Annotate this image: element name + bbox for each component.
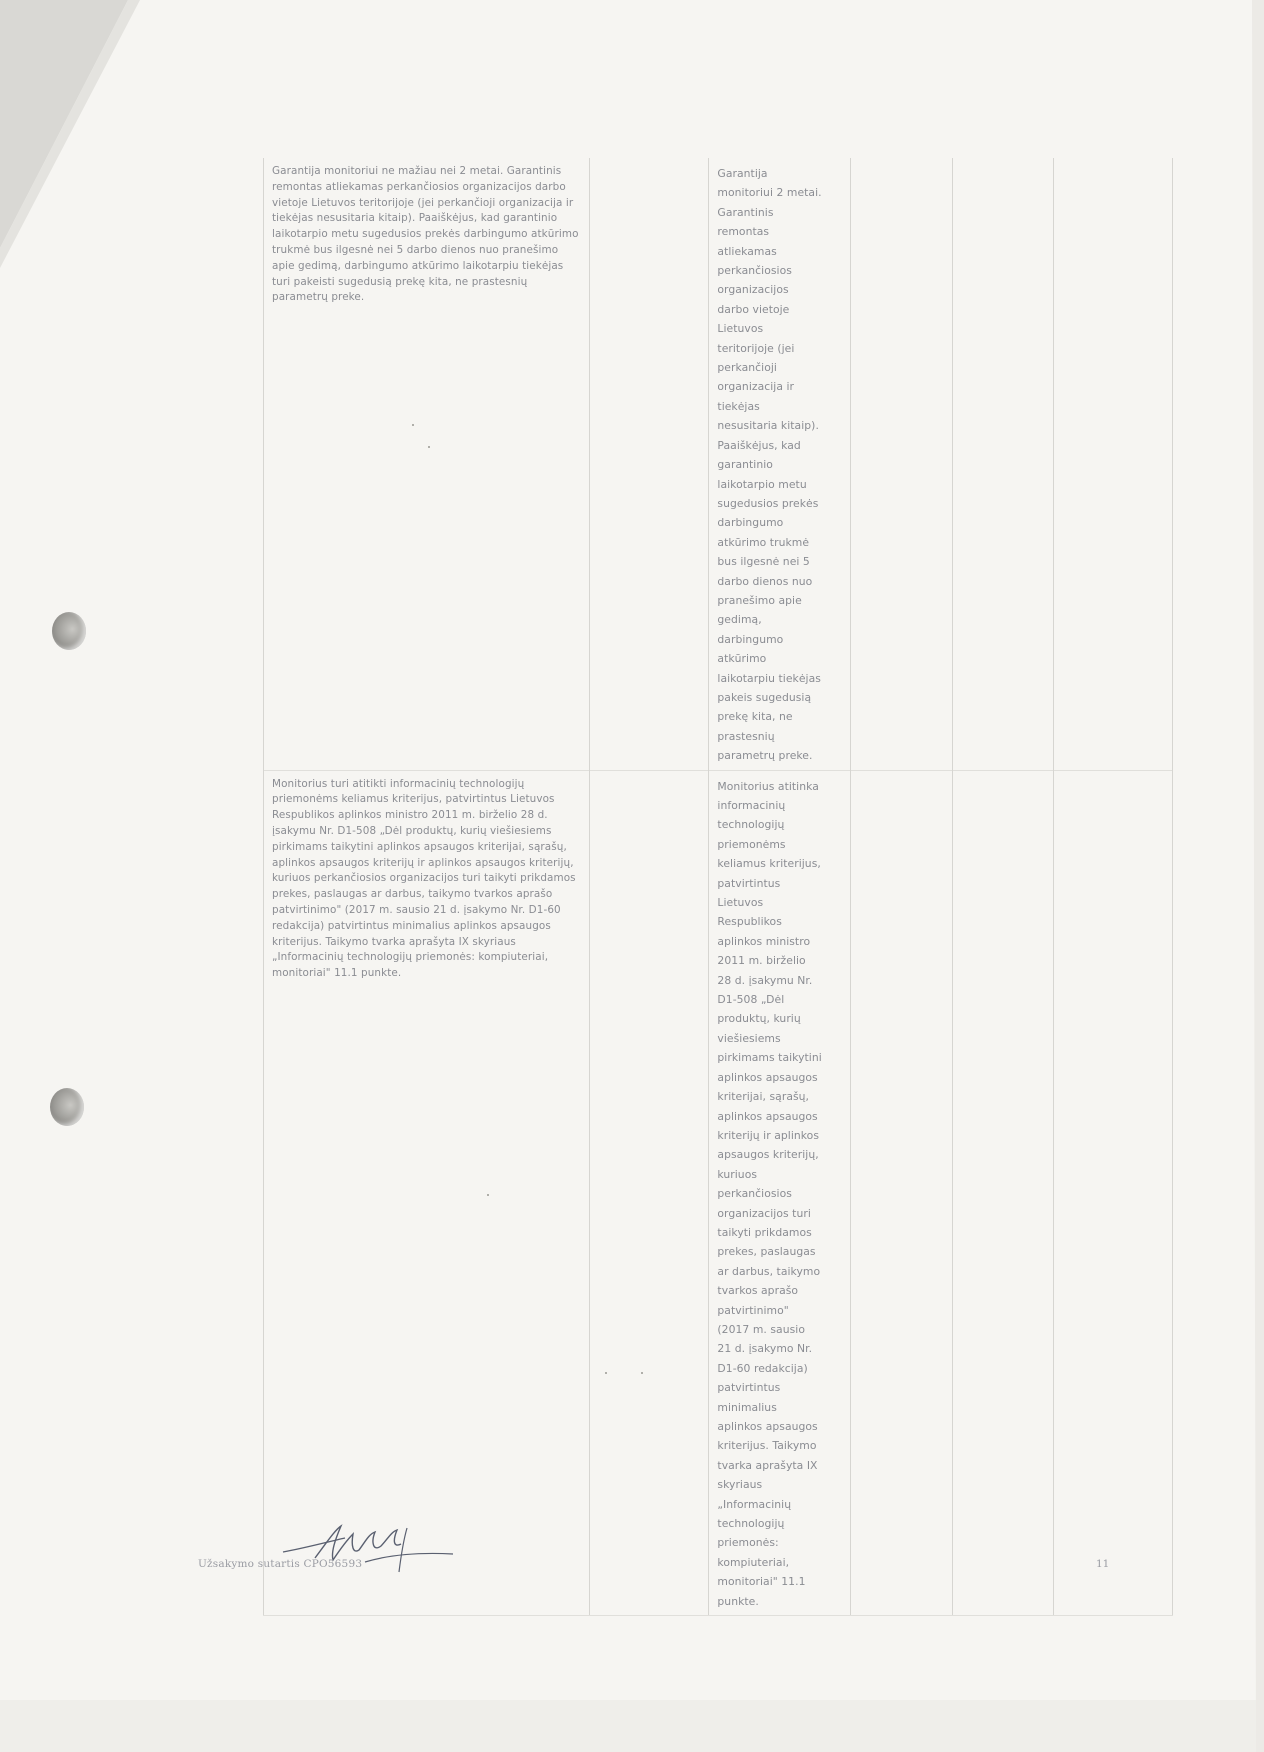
empty-cell <box>851 770 952 1615</box>
text-line: darbo dienos nuo <box>717 574 813 588</box>
text-line: tvarkos aprašo <box>717 1284 799 1298</box>
text-line: darbingumo <box>717 516 784 530</box>
text-line: patvirtinimo" <box>717 1303 789 1317</box>
table-row <box>264 158 1173 770</box>
text-line: kriterijai, sąrašų, <box>717 1090 810 1104</box>
text-line: bus ilgesnė nei 5 <box>717 555 810 569</box>
text-line: aplinkos apsaugos <box>717 1420 818 1433</box>
text-line: sugedusios prekės <box>717 496 819 510</box>
text-line: apsaugos kriterijų, <box>717 1148 819 1162</box>
offer-cell <box>709 158 851 770</box>
text-line: technologijų <box>717 1517 785 1531</box>
text-line: tiekėjas <box>717 399 760 413</box>
text-line: atkūrimo trukmė <box>717 535 810 549</box>
empty-cell <box>1054 158 1173 770</box>
text-line: „Informacinių <box>717 1497 792 1511</box>
text-line: pirkimams taikytini <box>717 1051 822 1065</box>
text-line: ar darbus, taikymo <box>717 1264 821 1278</box>
text-line: gedimą, <box>717 613 762 627</box>
text-line: patvirtintus <box>717 1381 781 1395</box>
text-line: technologijų <box>717 818 785 832</box>
text-line: kompiuteriai, <box>717 1555 790 1569</box>
text-line: parametrų preke. <box>717 749 813 763</box>
requirement-text: Monitorius turi atitikti informacinių technologijų priemonėms keliamus kriterijus, patvirtintus Lietuvos Respublikos aplinkos ministro 2011 m. birželio 28 d. įsakymu Nr. D1-508 „Dėl produktų, kurių viešiesiems pirkimams taikytini aplinkos apsaugos kriterijai, sąrašų, aplinkos apsaugos kriterijų ir aplinkos apsaugos kriterijų, kuriuos perkančiosios organizacijos turi taikyti prikdamos prekes, paslaugas ar darbus, taikymo tvarkos aprašo patvirtinimo" (2017 m. sausio 21 d. įsakymo Nr. D1-60 redakcija) patvirtintus minimalius aplinkos apsaugos kriterijus. Taikymo tvarka aprašyta IX skyriaus „Informacinių technologijų priemonės: kompiuteriai, monitoriai" 11.1 punkte. <box>272 777 576 980</box>
text-line: informacinių <box>717 799 786 812</box>
text-line: organizacijos turi <box>717 1206 811 1220</box>
offer-text <box>717 164 842 766</box>
text-line: D1-60 redakcija) <box>717 1361 808 1375</box>
text-line: laikotarpio metu <box>717 477 807 491</box>
requirement-cell <box>264 770 590 1615</box>
text-line: organizacijos <box>717 283 789 297</box>
empty-cell <box>589 158 709 770</box>
text-line: atliekamas <box>717 244 777 258</box>
text-line: (2017 m. sausio <box>717 1322 805 1336</box>
text-line: prastesnių <box>717 729 775 743</box>
empty-cell <box>1054 770 1173 1615</box>
text-line: kriterijus. Taikymo <box>717 1439 817 1453</box>
text-line: atkūrimo <box>717 652 767 666</box>
text-line: aplinkos ministro <box>717 934 811 948</box>
text-line: Garantinis <box>717 205 774 219</box>
text-line: prekes, paslaugas <box>717 1245 816 1259</box>
scan-speck <box>605 1372 607 1374</box>
text-line: patvirtintus <box>717 876 781 890</box>
text-line: priemonėms <box>717 837 786 851</box>
text-line: viešiesiems <box>717 1031 781 1045</box>
contract-label: Užsakymo sutartis CPO56593 <box>198 1558 363 1570</box>
text-line: perkančiosios <box>717 264 792 278</box>
specification-table <box>263 158 1173 1616</box>
text-line: remontas <box>717 225 770 239</box>
requirement-text: Garantija monitoriui ne mažiau nei 2 metai. Garantinis remontas atliekamas perkančiosios organizacijos darbo vietoje Lietuvos teritorijoje (jei perkančioji organizacija ir tiekėjas nesusitaria kitaip). Paaiškėjus, kad garantinio laikotarpio metu sugedusios prekės darbingumo atkūrimo trukmė bus ilgesnė nei 5 darbo dienos nuo pranešimo apie gedimą, darbingumo atkūrimo laikotarpiu tiekėjas turi pakeisti sugedusią prekę kita, ne prastesnių parametrų preke. <box>272 165 579 304</box>
text-line: garantinio <box>717 458 773 472</box>
text-line: taikyti prikdamos <box>717 1225 812 1239</box>
empty-cell <box>851 158 952 770</box>
punch-hole <box>52 612 86 650</box>
punch-hole <box>50 1088 84 1126</box>
scan-speck <box>641 1372 643 1374</box>
page-number: 11 <box>1096 1558 1110 1570</box>
text-line: darbingumo <box>717 632 784 646</box>
text-line: nesusitaria kitaip). <box>717 419 819 433</box>
scan-speck <box>487 1194 489 1196</box>
handwritten-signature <box>275 1512 465 1582</box>
text-line: teritorijoje (jei <box>717 341 795 355</box>
text-line: pranešimo apie <box>717 593 802 607</box>
text-line: monitoriui 2 metai. <box>717 186 822 200</box>
text-line: monitoriai" 11.1 <box>717 1575 806 1589</box>
scan-speck <box>428 446 430 448</box>
text-line: produktų, kurių <box>717 1012 801 1026</box>
text-line: Garantija <box>717 167 768 180</box>
text-line: prekę kita, ne <box>717 710 793 724</box>
text-line: kriterijų ir aplinkos <box>717 1128 820 1142</box>
text-line: 2011 m. birželio <box>717 954 806 968</box>
text-line: keliamus kriterijus, <box>717 857 821 871</box>
text-line: tvarka aprašyta IX <box>717 1458 818 1472</box>
scan-speck <box>412 424 414 426</box>
table-row <box>264 770 1173 1615</box>
offer-cell <box>709 770 851 1615</box>
text-line: aplinkos apsaugos <box>717 1070 818 1084</box>
text-line: 28 d. įsakymu Nr. <box>717 973 813 987</box>
empty-cell <box>952 158 1053 770</box>
offer-text <box>717 777 842 1611</box>
text-line: 21 d. įsakymo Nr. <box>717 1342 813 1356</box>
requirement-cell <box>264 158 590 770</box>
text-line: priemonės: <box>717 1536 779 1550</box>
empty-cell <box>952 770 1053 1615</box>
text-line: kuriuos <box>717 1167 758 1181</box>
text-line: Lietuvos <box>717 322 764 336</box>
text-line: organizacija ir <box>717 380 795 394</box>
text-line: Lietuvos <box>717 896 764 910</box>
text-line: Paaiškėjus, kad <box>717 438 801 452</box>
text-line: D1-508 „Dėl <box>717 993 785 1007</box>
text-line: Monitorius atitinka <box>717 779 819 793</box>
text-line: skyriaus <box>717 1478 763 1492</box>
text-line: minimalius <box>717 1400 777 1414</box>
empty-cell <box>589 770 709 1615</box>
text-line: perkančioji <box>717 361 777 375</box>
text-line: aplinkos apsaugos <box>717 1109 818 1123</box>
text-line: pakeis sugedusią <box>717 690 812 704</box>
text-line: punkte. <box>717 1594 759 1608</box>
text-line: perkančiosios <box>717 1187 792 1201</box>
text-line: darbo vietoje <box>717 302 790 316</box>
text-line: laikotarpiu tiekėjas <box>717 671 821 685</box>
text-line: Respublikos <box>717 915 782 929</box>
